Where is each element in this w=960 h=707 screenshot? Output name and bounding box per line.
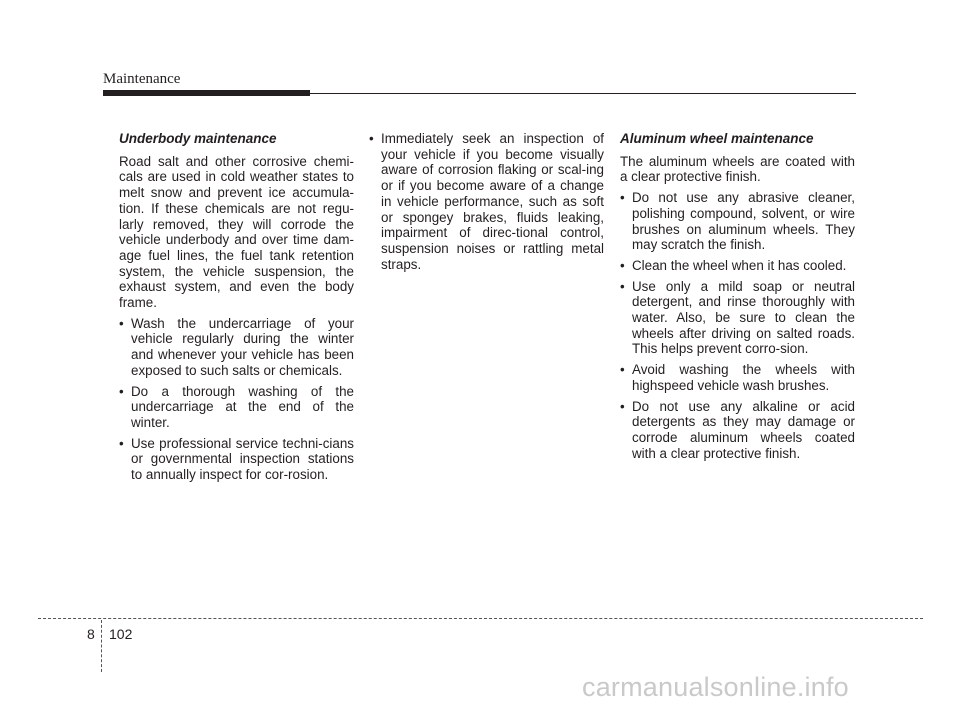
underbody-intro: Road salt and other corrosive chemi-cals are used in cold weather states to melt snow and prevent ice accumula-tion. If these chemicals are not regu-larly removed, they will corrode the vehicle underbody and over time dam-age fuel lines, the fuel tank retention system, the vehicle suspension, the exhaust system, and even the body frame.	[119, 153, 354, 311]
bullet-icon: •	[620, 278, 625, 294]
underbody-column	[119, 131, 354, 488]
bullet-icon: •	[620, 398, 625, 414]
underbody-bullet-list	[119, 316, 354, 483]
bullet-icon: •	[119, 315, 124, 331]
inspection-column	[369, 131, 604, 277]
list-item: • Use professional service techni-cians or governmental inspection stations to annually inspect for cor-rosion.	[119, 435, 354, 483]
footer-vertical-rule	[101, 620, 102, 672]
aluminum-intro: The aluminum wheels are coated with a clear protective finish.	[620, 153, 855, 185]
list-item: • Do not use any abrasive cleaner, polishing compound, solvent, or wire brushes on aluminum wheels. They may scratch the finish.	[620, 190, 855, 253]
list-item: • Immediately seek an inspection of your vehicle if you become visually aware of corrosion flaking or scal-ing or if you become aware of a change in vehicle performance, such as soft or spongey brakes, fluids leaking, impairment of direc-tional control, suspension noises or rattling metal straps.	[369, 131, 604, 272]
footer-dashed-rule	[38, 618, 923, 619]
list-item: • Clean the wheel when it has cooled.	[620, 257, 847, 273]
list-item: • Do a thorough washing of the undercarriage at the end of the winter.	[119, 383, 354, 430]
underbody-heading: Underbody maintenance	[119, 131, 277, 146]
header-rule	[103, 93, 856, 94]
list-item: • Avoid washing the wheels with highspeed vehicle wash brushes.	[620, 362, 855, 393]
page-number: 102	[109, 626, 133, 642]
aluminum-column	[620, 131, 855, 466]
list-item: • Do not use any alkaline or acid detergents as they may damage or corrode aluminum wheels coated with a clear protective finish.	[620, 398, 855, 461]
bullet-icon: •	[620, 190, 625, 206]
list-item: • Use only a mild soap or neutral detergent, and rinse thoroughly with water. Also, be sure to clean the wheels after driving on salted roads. This helps prevent corro-sion.	[620, 278, 855, 357]
bullet-icon: •	[119, 435, 124, 451]
aluminum-bullet-list	[620, 190, 855, 461]
section-title: Maintenance	[103, 71, 181, 87]
bullet-icon: •	[620, 362, 625, 378]
bullet-icon: •	[369, 131, 374, 146]
aluminum-heading: Aluminum wheel maintenance	[620, 131, 814, 146]
chapter-number: 8	[87, 626, 95, 642]
bullet-icon: •	[119, 383, 124, 399]
bullet-icon: •	[620, 257, 625, 273]
inspection-bullet-list	[369, 131, 604, 272]
watermark: carmanualsonline.info	[582, 672, 849, 702]
list-item: • Wash the undercarriage of your vehicle regularly during the winter and whenever your vehicle has been exposed to such salts or chemicals.	[119, 315, 354, 378]
